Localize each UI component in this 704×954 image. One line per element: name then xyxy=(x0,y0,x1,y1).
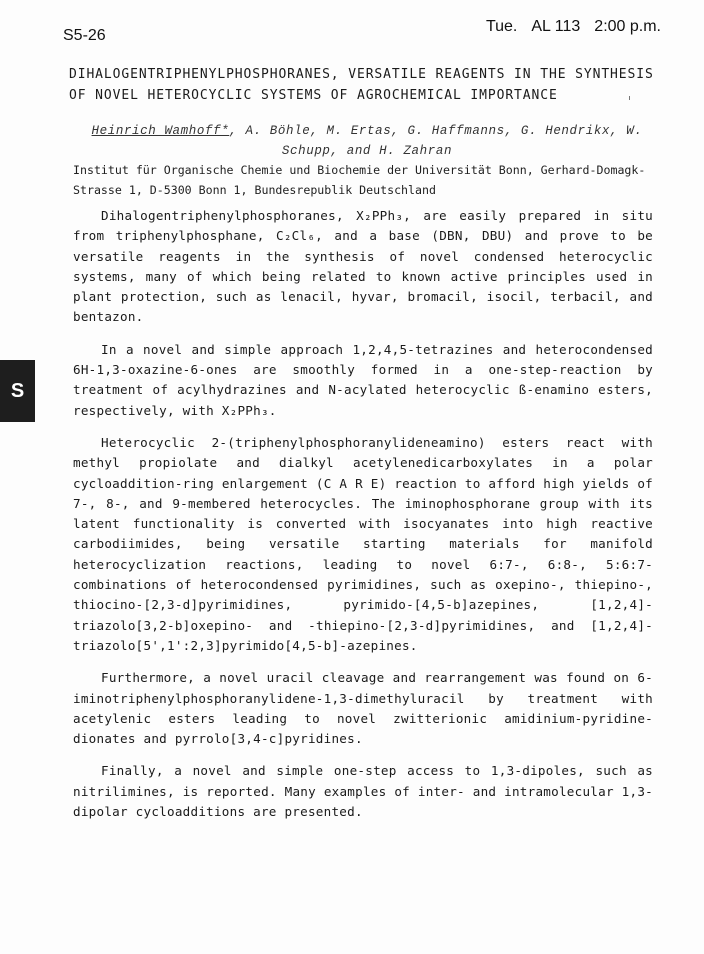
session-info xyxy=(486,18,661,36)
paragraph: Finally, a novel and simple one-step access to 1,3-dipoles, such as nitrilimines, is reported. Many examples of inter- and intramolecular 1,3-dipolar cycloadditions are presented. xyxy=(73,763,653,820)
first-author: Heinrich Wamhoff* xyxy=(91,124,230,138)
session-room: AL 113 xyxy=(531,18,581,35)
session-day: Tue. xyxy=(485,18,518,35)
affiliation: Institut für Organische Chemie und Biochemie der Universität Bonn, Gerhard-Domagk-Strasse 1, D-5300 Bonn 1, Bundesrepublik Deutschland xyxy=(73,163,646,197)
paragraph: Dihalogentriphenylphosphoranes, X₂PPh₃, are easily prepared in situ from triphenylphosphane, C₂Cl₆, and a base (DBN, DBU) and prove to be versatile reagents in the synthesis of novel condensed heterocyclic systems, many of which being related to known active principles used in plant protection, such as lenacil, hyvar, bromacil, isocil, terbacil, and bentazon. xyxy=(73,208,653,325)
paragraph: Heterocyclic 2-(triphenylphosphoranylideneamino) esters react with methyl propiolate and dialkyl acetylenedicarboxylates in a polar cycloaddition-ring enlargement (C A R E) reaction to afford high yields of 7-, 8-, and 9-membered heterocycles. The iminophosphorane group with its latent functionality is converted with isocyanates into high reactive carbodiimides, being versatile starting materials for manifold heterocyclization reactions, leading to novel 6:7-, 6:8-, 5:6:7-combinations of heterocondensed pyrimidines, such as oxepino-, thiepino-, thiocino-[2,3-d]pyrimidines, pyrimido-[4,5-b]azepines, [1,2,4]-triazolo[3,2-b]oxepino- and -thiepino-[2,3-d]pyrimidines, and [1,2,4]-triazolo[5',1':2,3]pyrimido[4,5-b]-azepines. xyxy=(73,434,653,653)
abstract-code: S5-26 xyxy=(63,27,106,44)
section-tab: S xyxy=(0,360,35,422)
scan-mark xyxy=(629,96,630,100)
co-authors: , A. Böhle, M. Ertas, G. Haffmanns, G. Hendrikx, W. Schupp, and H. Zahran xyxy=(229,124,643,158)
session-time: 2:00 p.m. xyxy=(594,18,661,35)
paragraph: Furthermore, a novel uracil cleavage and rearrangement was found on 6-iminotriphenylphosphoranylidene-1,3-dimethyluracil by treatment with acetylenic esters leading to novel zwitterionic amidinium-pyridine-dionates and pyrrolo[3,4-c]pyridines. xyxy=(73,670,653,747)
author-list xyxy=(72,121,662,161)
abstract-title: DIHALOGENTRIPHENYLPHOSPHORANES, VERSATILE REAGENTS IN THE SYNTHESIS OF NOVEL HETEROCYCLIC SYSTEMS OF AGROCHEMICAL IMPORTANCE xyxy=(69,67,654,103)
paragraph: In a novel and simple approach 1,2,4,5-tetrazines and heterocondensed 6H-1,3-oxazine-6-ones are smoothly formed in a one-step-reaction by treatment of acylhydrazines and N-acylated heterocyclic ß-enamino esters, respectively, with X₂PPh₃. xyxy=(73,341,653,418)
abstract-body xyxy=(73,206,653,834)
